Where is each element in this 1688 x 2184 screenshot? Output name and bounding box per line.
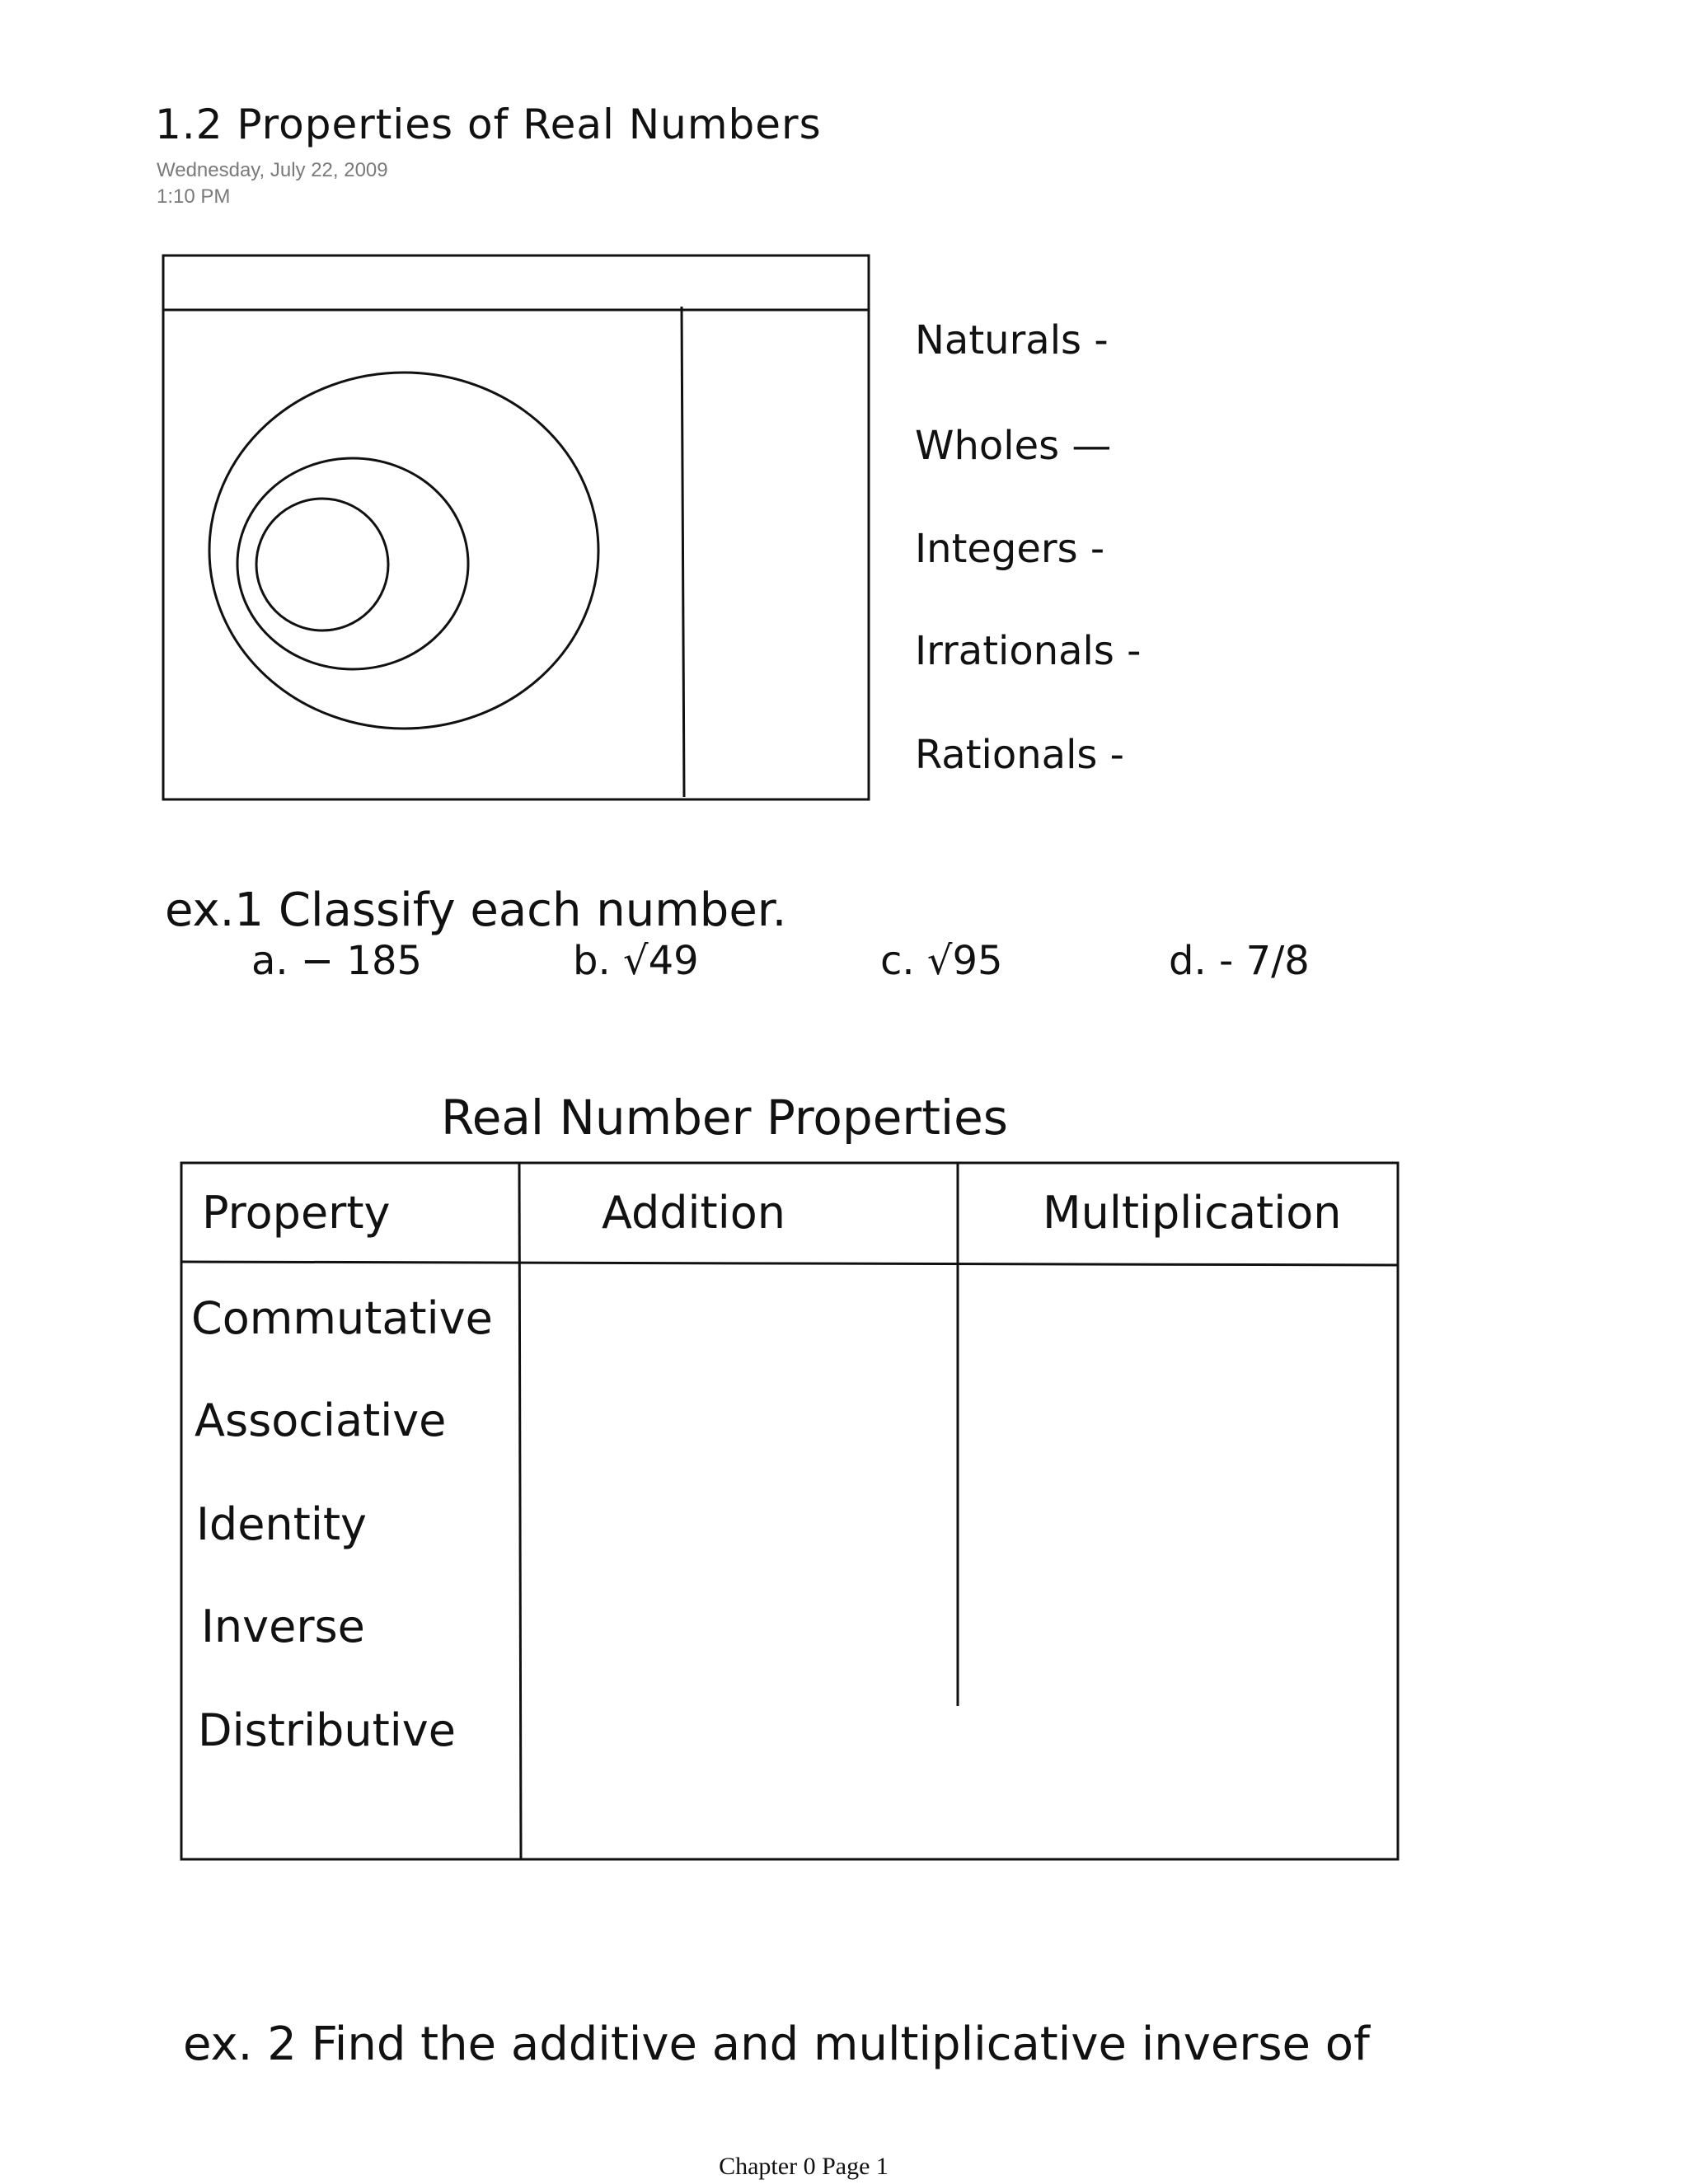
ex1-item-d: d. - 7/8	[1169, 938, 1310, 984]
page-date: Wednesday, July 22, 2009	[157, 159, 388, 181]
column-header-property: Property	[202, 1187, 391, 1239]
row-inverse: Inverse	[201, 1601, 365, 1652]
ex1-item-a: a. − 185	[251, 938, 423, 984]
venn-circle-inner	[256, 499, 388, 630]
label-irrationals: Irrationals -	[915, 628, 1142, 674]
venn-circle-middle	[237, 458, 468, 669]
venn-diagram	[163, 255, 869, 799]
table-column-divider-1	[519, 1163, 521, 1859]
label-integers: Integers -	[915, 526, 1105, 572]
table-header-divider	[181, 1262, 1398, 1265]
row-identity: Identity	[196, 1498, 367, 1550]
column-header-addition: Addition	[602, 1187, 785, 1239]
label-wholes: Wholes —	[915, 423, 1112, 469]
ex1-item-b: b. √49	[573, 938, 699, 984]
row-associative: Associative	[195, 1394, 447, 1446]
table-title: Real Number Properties	[441, 1090, 1009, 1146]
ex1-item-c: c. √95	[880, 938, 1003, 984]
ex1-heading: ex.1 Classify each number.	[165, 883, 787, 937]
row-commutative: Commutative	[191, 1292, 493, 1344]
label-rationals: Rationals -	[915, 732, 1124, 778]
venn-vertical-divider	[682, 307, 684, 797]
row-distributive: Distributive	[198, 1704, 456, 1756]
page-title: 1.2 Properties of Real Numbers	[155, 101, 822, 148]
page-time: 1:10 PM	[157, 185, 231, 208]
column-header-multiplication: Multiplication	[1043, 1187, 1342, 1239]
ex2-heading: ex. 2 Find the additive and multiplicative inverse of	[183, 2018, 1370, 2071]
label-naturals: Naturals -	[915, 317, 1109, 363]
page-footer: Chapter 0 Page 1	[719, 2153, 889, 2180]
venn-circle-outer	[209, 373, 598, 729]
